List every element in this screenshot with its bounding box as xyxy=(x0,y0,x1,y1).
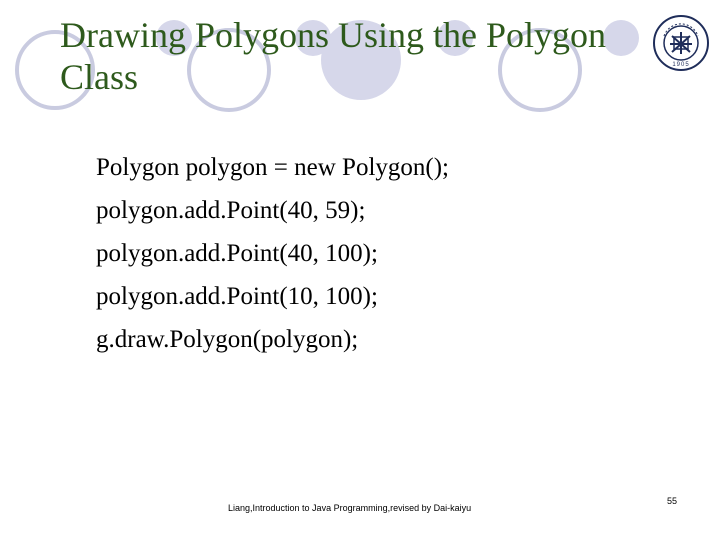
code-line: polygon.add.Point(40, 59); xyxy=(96,197,366,224)
seal-year: 1905 xyxy=(672,62,690,68)
code-line: polygon.add.Point(40, 100); xyxy=(96,240,378,267)
slide-title: Drawing Polygons Using the Polygon Class xyxy=(60,15,607,97)
code-line: polygon.add.Point(10, 100); xyxy=(96,283,378,310)
code-line: Polygon polygon = new Polygon(); xyxy=(96,154,449,181)
page-number: 55 xyxy=(667,496,678,506)
code-line: g.draw.Polygon(polygon); xyxy=(96,326,359,353)
code-lines xyxy=(96,146,696,361)
slide-footer: Liang,Introduction to Java Programming,revised by Dai-kaiyu xyxy=(228,503,472,513)
